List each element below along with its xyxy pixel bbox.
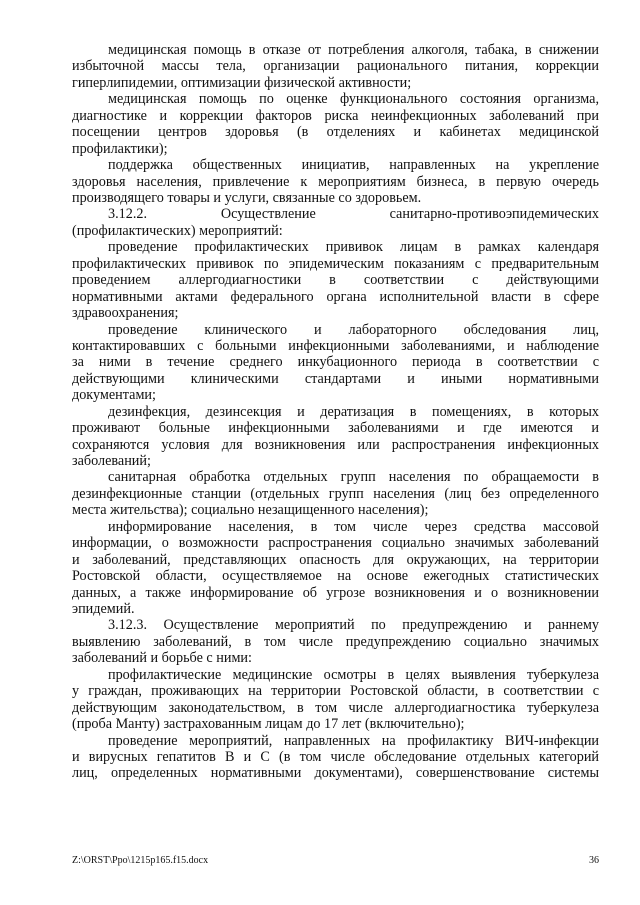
page-number: 36: [589, 855, 599, 866]
text-line: (проба Манту) застрахованным лицам до 17 лет (включительно);: [72, 716, 465, 732]
text-line: избыточной массы тела, организации рационального питания, коррекции: [72, 58, 599, 75]
text-line: гиперлипидемии, оптимизации физической активности;: [72, 74, 412, 91]
text-line: санитарная обработка отдельных групп населения по обращаемости в: [108, 469, 599, 486]
text-line: и вирусных гепатитов В и С (в том числе обследование отдельных категорий: [72, 748, 599, 765]
text-line: диагностике и коррекции факторов риска неинфекционных заболеваний при: [72, 107, 599, 124]
text-line: проведение профилактических прививок лицам в рамках календаря: [108, 239, 599, 256]
text-line: сохраняются условия для возникновения или распространения инфекционных: [72, 436, 599, 453]
text-line: (профилактических) мероприятий:: [72, 222, 283, 239]
text-line: здоровья населения, привлечение к мероприятиям бизнеса, в первую очередь: [72, 173, 599, 190]
text-line: контактировавших с больными инфекционными заболеваниями, и наблюдение: [72, 337, 599, 354]
text-line: 3.12.2. Осуществление санитарно-противоэпидемических: [108, 206, 599, 223]
text-line: документами;: [72, 387, 156, 404]
text-line: места жительства); социально незащищенного населения);: [72, 502, 429, 519]
text-line: производящего товары и услуги, связанные со здоровьем.: [72, 190, 422, 206]
text-line: действующими клиническими стандартами и иными нормативными: [72, 370, 599, 387]
text-line: эпидемий.: [72, 601, 135, 617]
text-line: медицинская помощь в отказе от потребления алкоголя, табака, в снижении: [108, 42, 599, 58]
text-line: посещении центров здоровья (в отделениях и кабинетах медицинской: [72, 124, 599, 141]
text-line: поддержка общественных инициатив, направленных на укрепление: [108, 157, 599, 174]
text-line: здравоохранения;: [72, 305, 179, 321]
text-line: информирование населения, в том числе через средства массовой: [108, 518, 599, 535]
text-line: заболеваний и борьбе с ними:: [72, 650, 252, 667]
text-line: медицинская помощь по оценке функционального состояния организма,: [108, 91, 599, 108]
text-line: проведение мероприятий, направленных на профилактику ВИЧ-инфекции: [108, 732, 599, 749]
text-line: лиц, определенных нормативными документами), совершенствование системы: [72, 765, 599, 782]
text-line: и заболеваний, представляющих опасность для окружающих, на территории: [72, 551, 599, 568]
text-line: дезинфекционные станции (отдельных групп населения (лиц без определенного: [72, 485, 599, 502]
footer-file-path: Z:\ORST\Ppo\1215p165.f15.docx: [72, 855, 209, 866]
text-line: Ростовской области, осуществляемое на основе ежегодных статистических: [72, 568, 599, 585]
text-line: действующим законодательством, в том числе аллергодиагностика туберкулеза: [72, 699, 599, 716]
text-line: проведением аллергодиагностики в соответствии с действующими: [72, 272, 599, 289]
text-line: 3.12.3. Осуществление мероприятий по предупреждению и раннему: [108, 617, 599, 634]
text-line: дезинфекция, дезинсекция и дератизация в помещениях, в которых: [108, 403, 599, 420]
text-line: информации, о возможности распространения социально значимых заболеваний: [72, 535, 599, 552]
text-line: проведение клинического и лабораторного обследования лиц,: [108, 321, 599, 338]
text-line: заболеваний;: [72, 453, 151, 469]
text-line: проживают больные инфекционными заболеваниями и где имеются и: [72, 420, 599, 437]
text-line: профилактических прививок по эпидемическим показаниям с предварительным: [72, 255, 599, 272]
text-line: профилактики);: [72, 140, 168, 157]
text-line: нормативными актами федерального органа исполнительной власти в сфере: [72, 288, 599, 305]
text-line: у граждан, проживающих на территории Ростовской области, в соответствии с: [72, 683, 599, 700]
text-line: за ними в течение среднего инкубационного периода в соответствии с: [72, 354, 599, 371]
text-line: профилактические медицинские осмотры в целях выявления туберкулеза: [108, 666, 599, 683]
text-line: выявлению заболеваний, в том числе предупреждению социально значимых: [72, 633, 599, 650]
text-line: данных, а также информирование об угрозе возникновения и о возникновении: [72, 584, 599, 601]
